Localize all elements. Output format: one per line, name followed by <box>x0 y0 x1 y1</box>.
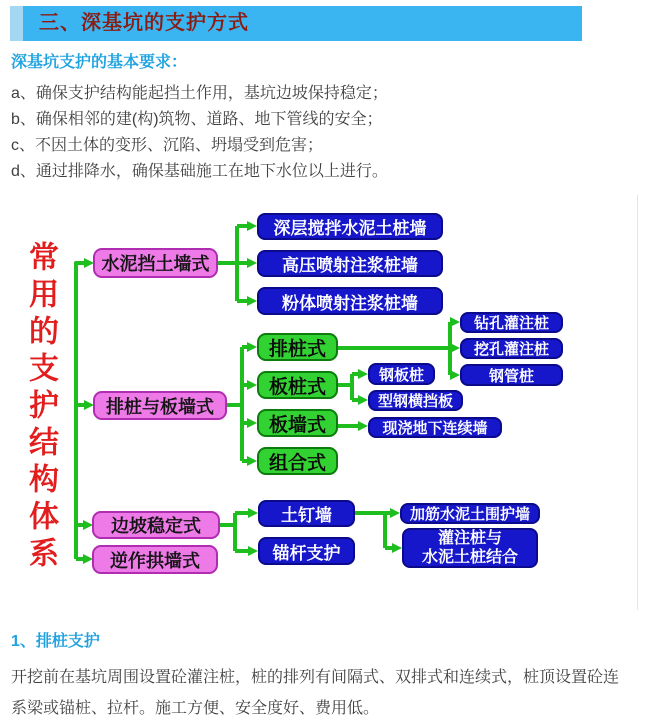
intro-heading: 深基坑支护的基本要求： <box>11 54 188 71</box>
section-header-bar <box>10 6 582 41</box>
node-anchor-support: 锚杆支护 <box>258 537 355 565</box>
node-row-pile-type: 排桩式 <box>257 333 338 361</box>
node-slope-stability-type: 边坡稳定式 <box>92 511 220 539</box>
node-soil-nail-wall: 土钉墙 <box>258 500 355 527</box>
intro-block <box>11 49 631 185</box>
node-steel-pipe-pile: 钢管桩 <box>460 364 563 386</box>
intro-item-c: c、不因土体的变形、沉陷、坍塌受到危害； <box>11 137 324 154</box>
node-cement-retaining-wall-type: 水泥挡土墙式 <box>93 248 218 278</box>
page-divider-line <box>637 195 638 610</box>
node-bored-cast-in-place-pile: 钻孔灌注桩 <box>460 312 563 333</box>
node-powder-jet-grouting-pile-wall: 粉体喷射注浆桩墙 <box>257 287 443 315</box>
support-structure-diagram <box>0 195 653 610</box>
node-deep-mixing-cement-pile-wall: 深层搅拌水泥土桩墙 <box>257 213 443 240</box>
node-dug-cast-in-place-pile: 挖孔灌注桩 <box>460 338 563 359</box>
node-pile-and-wall-type: 排桩与板墙式 <box>93 391 227 420</box>
node-reinforced-cement-soil-wall: 加筋水泥土围护墙 <box>400 503 540 524</box>
page-title: 三、深基坑的支护方式 <box>23 6 582 41</box>
diagram-root-label: 常用的支护结构体系 <box>24 241 57 574</box>
intro-item-b: b、确保相邻的建(构)筑物、道路、地下管线的安全； <box>11 111 383 128</box>
node-panel-wall-type: 板墙式 <box>257 409 338 437</box>
node-cast-pile-cement-soil-combined <box>402 528 538 568</box>
node-cast-pile-line2: 水泥土桩结合 <box>421 549 518 566</box>
header-accent-stripe <box>10 6 23 41</box>
section-body-text: 开挖前在基坑周围设置砼灌注桩，桩的排列有间隔式、双排式和连续式，桩顶设置砼连系梁或锚桩、拉杆。施工方便、安全度好、费用低。 <box>11 669 620 717</box>
node-composite-type: 组合式 <box>257 447 338 475</box>
node-cast-in-place-diaphragm-wall: 现浇地下连续墙 <box>368 417 502 438</box>
node-steel-sheet-pile: 钢板桩 <box>368 363 435 385</box>
intro-item-d: d、通过排降水，确保基础施工在地下水位以上进行。 <box>11 163 388 180</box>
section-heading: 1、排桩支护 <box>11 633 100 650</box>
node-sheet-pile-type: 板桩式 <box>257 371 338 399</box>
intro-item-a: a、确保支护结构能起挡土作用，基坑边坡保持稳定； <box>11 85 388 102</box>
node-steel-section-lagging: 型钢横挡板 <box>368 390 463 411</box>
node-cast-pile-line1: 灌注桩与 <box>437 529 502 547</box>
connector-trunk <box>76 263 86 559</box>
node-high-pressure-jet-grouting-pile-wall: 高压喷射注浆桩墙 <box>257 250 443 277</box>
node-reverse-arch-wall-type: 逆作拱墙式 <box>92 545 218 574</box>
row-pile-support-section <box>11 628 621 724</box>
